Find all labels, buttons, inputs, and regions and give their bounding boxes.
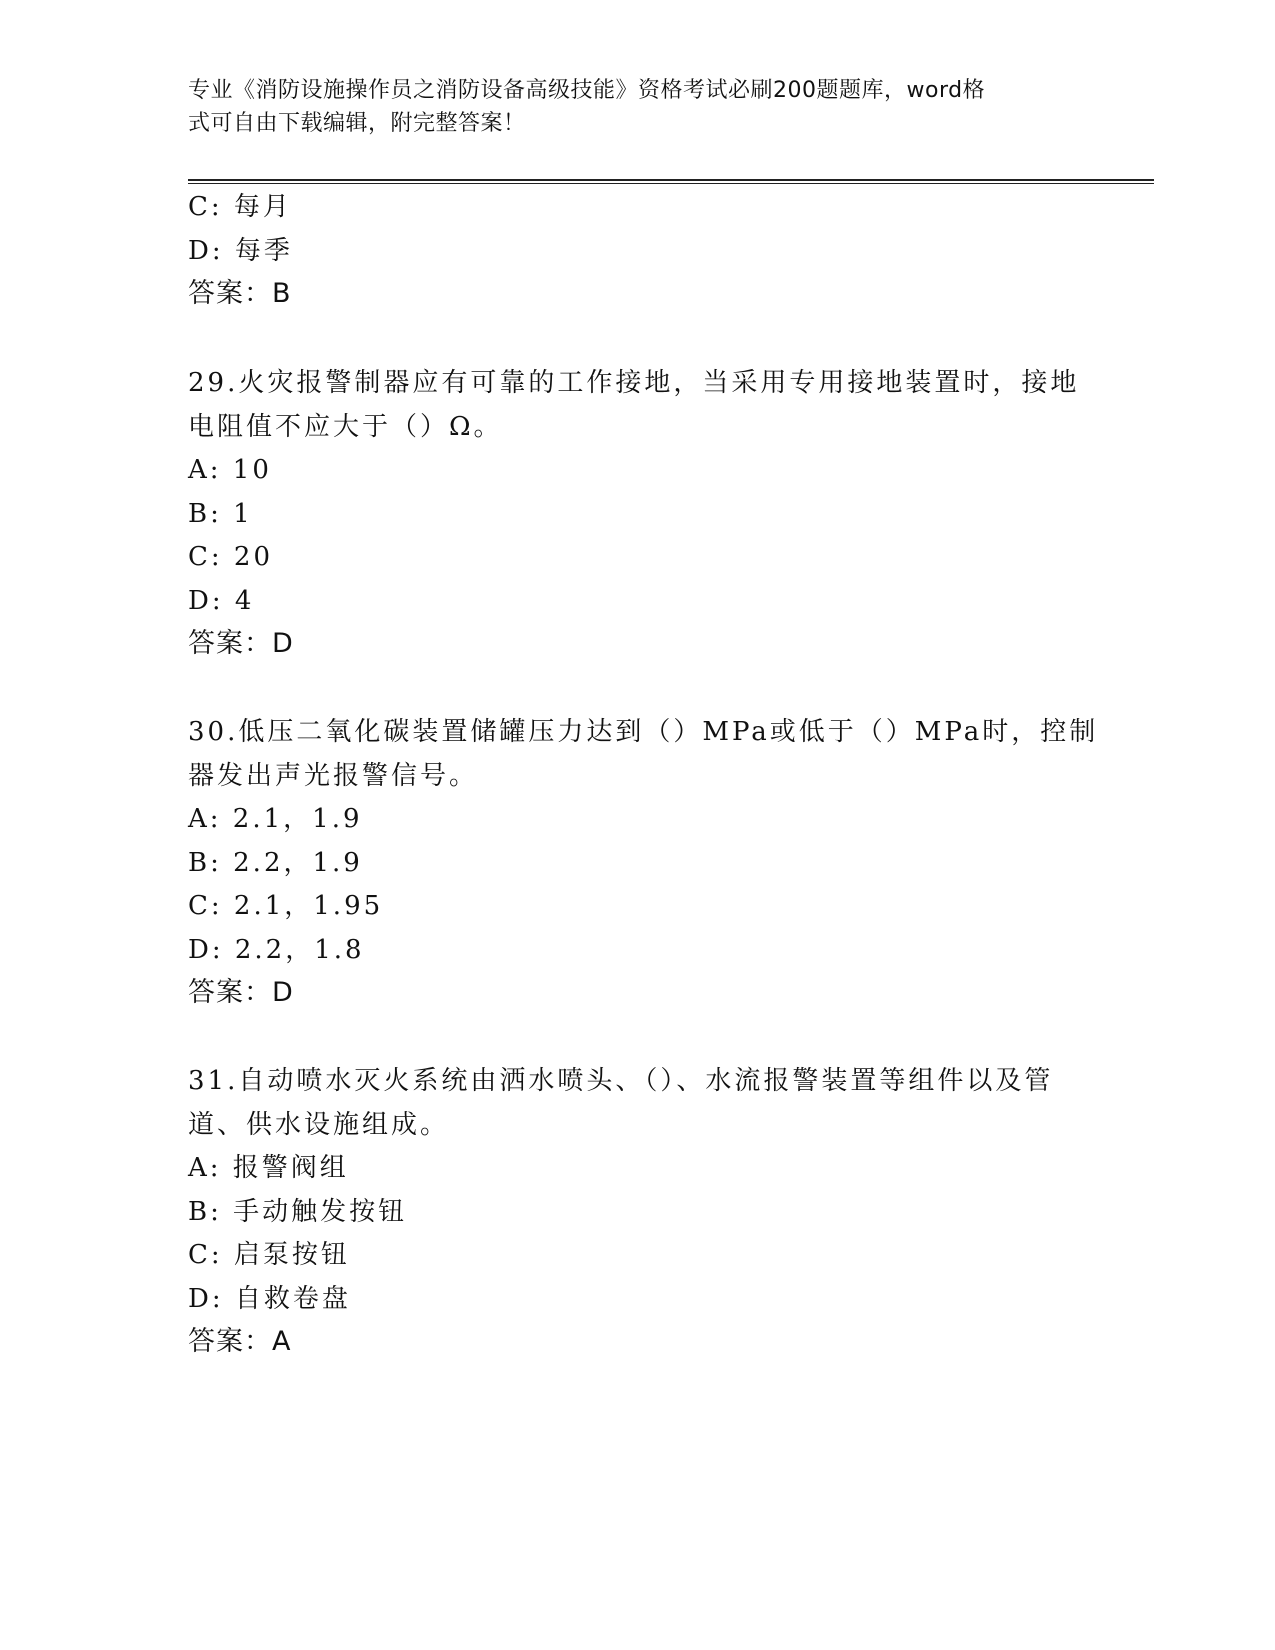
option-b: B: 2.2，1.9	[188, 848, 363, 878]
answer-line: 答案：D	[188, 628, 294, 659]
header-line-2: 式可自由下载编辑，附完整答案！	[188, 111, 526, 136]
answer-line: 答案：A	[188, 1326, 292, 1357]
option-c: C: 2.1，1.95	[188, 891, 384, 921]
question-stem: 器发出声光报警信号。	[188, 761, 479, 791]
answer-line: 答案：D	[188, 977, 294, 1008]
option-a: A: 2.1，1.9	[188, 804, 363, 834]
header-divider	[188, 179, 1154, 181]
question-stem: 30.低压二氧化碳装置储罐压力达到（）MPa或低于（）MPa时，控制	[188, 717, 1099, 747]
answer-line: 答案：B	[188, 278, 292, 309]
option-c: C: 启泵按钮	[188, 1240, 350, 1270]
header-line-1: 专业《消防设施操作员之消防设备高级技能》资格考试必刷200题题库，word格	[188, 78, 986, 103]
header-divider-thin	[188, 183, 1154, 184]
option-a: A: 10	[188, 455, 272, 485]
option-d: D: 自救卷盘	[188, 1284, 351, 1314]
option-b: B: 手动触发按钮	[188, 1197, 408, 1227]
option-d: D: 2.2，1.8	[188, 935, 365, 965]
option-b: B: 1	[188, 499, 253, 529]
question-stem: 道、供水设施组成。	[188, 1110, 450, 1140]
question-stem: 电阻值不应大于（）Ω。	[188, 412, 503, 442]
option-c: C: 20	[188, 542, 274, 572]
question-stem: 31.自动喷水灭火系统由洒水喷头、（）、水流报警装置等组件以及管	[188, 1066, 1054, 1096]
option-d: D: 每季	[188, 236, 293, 266]
question-stem: 29.火灾报警制器应有可靠的工作接地，当采用专用接地装置时，接地	[188, 368, 1080, 398]
option-c: C: 每月	[188, 192, 292, 222]
document-header	[188, 74, 1068, 140]
option-d: D: 4	[188, 586, 255, 616]
option-a: A: 报警阀组	[188, 1153, 349, 1183]
